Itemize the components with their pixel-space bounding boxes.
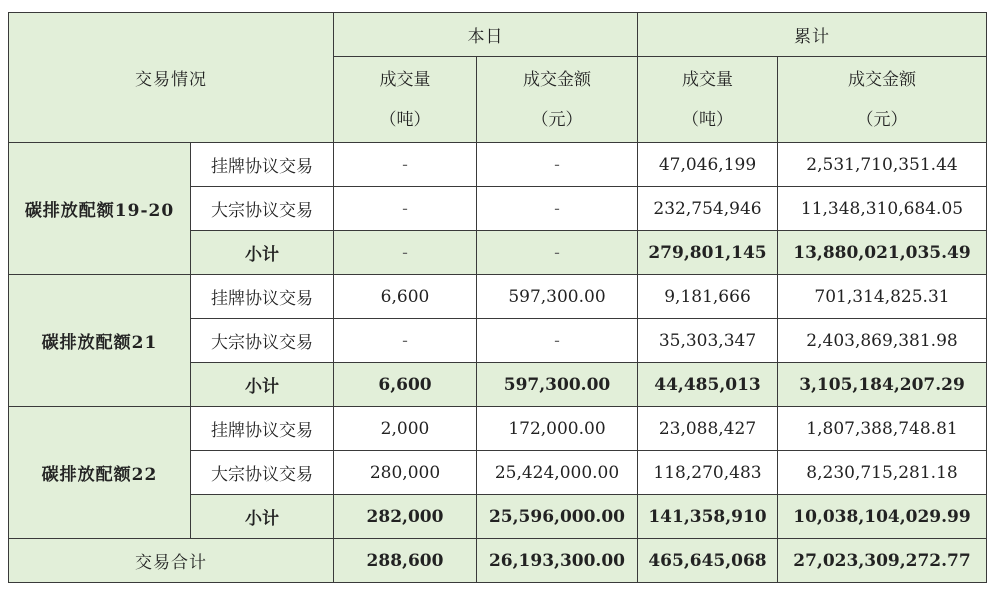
trade-type-cell: 大宗协议交易 — [191, 187, 334, 231]
volume-unit: （吨） — [379, 109, 431, 130]
today-volume-cell: 282,000 — [334, 495, 477, 539]
trade-type-cell: 挂牌协议交易 — [191, 407, 334, 451]
today-amount-cell: - — [477, 319, 638, 363]
cum-volume-cell: 47,046,199 — [638, 143, 778, 187]
carbon-trading-table — [8, 12, 987, 583]
total-today-amount: 26,193,300.00 — [477, 539, 638, 583]
total-today-volume: 288,600 — [334, 539, 477, 583]
cum-volume-header — [638, 57, 778, 143]
cum-volume-cell: 23,088,427 — [638, 407, 778, 451]
volume-label: 成交量 — [682, 69, 733, 90]
today-amount-cell: - — [477, 143, 638, 187]
total-row — [9, 539, 987, 583]
today-amount-cell: - — [477, 187, 638, 231]
today-amount-cell: 25,424,000.00 — [477, 451, 638, 495]
cum-volume-cell: 141,358,910 — [638, 495, 778, 539]
amount-unit: （元） — [856, 109, 908, 130]
cum-amount-cell: 11,348,310,684.05 — [778, 187, 987, 231]
subtotal-label: 小计 — [191, 495, 334, 539]
today-volume-header — [334, 57, 477, 143]
today-volume-cell: 6,600 — [334, 363, 477, 407]
today-amount-cell: 597,300.00 — [477, 275, 638, 319]
today-header: 本日 — [334, 13, 638, 57]
table-row — [9, 143, 987, 187]
group-label: 碳排放配额19-20 — [9, 143, 191, 275]
trade-type-cell: 大宗协议交易 — [191, 451, 334, 495]
cum-amount-cell: 701,314,825.31 — [778, 275, 987, 319]
today-volume-cell: 2,000 — [334, 407, 477, 451]
today-volume-cell: 280,000 — [334, 451, 477, 495]
cum-volume-cell: 44,485,013 — [638, 363, 778, 407]
today-amount-cell: 597,300.00 — [477, 363, 638, 407]
table-row — [9, 275, 987, 319]
cum-volume-cell: 279,801,145 — [638, 231, 778, 275]
cum-volume-cell: 118,270,483 — [638, 451, 778, 495]
today-volume-cell: - — [334, 231, 477, 275]
today-volume-cell: - — [334, 319, 477, 363]
cum-amount-cell: 2,531,710,351.44 — [778, 143, 987, 187]
cumulative-header: 累计 — [638, 13, 987, 57]
trade-type-cell: 挂牌协议交易 — [191, 143, 334, 187]
subtotal-label: 小计 — [191, 231, 334, 275]
amount-label: 成交金额 — [848, 69, 916, 90]
today-amount-cell: - — [477, 231, 638, 275]
cum-amount-cell: 8,230,715,281.18 — [778, 451, 987, 495]
cum-amount-cell: 2,403,869,381.98 — [778, 319, 987, 363]
total-cum-volume: 465,645,068 — [638, 539, 778, 583]
table-row — [9, 407, 987, 451]
volume-label: 成交量 — [379, 69, 431, 90]
cum-volume-cell: 232,754,946 — [638, 187, 778, 231]
today-volume-cell: - — [334, 143, 477, 187]
cum-amount-cell: 10,038,104,029.99 — [778, 495, 987, 539]
amount-unit: （元） — [531, 109, 583, 130]
today-amount-cell: 25,596,000.00 — [477, 495, 638, 539]
group-label: 碳排放配额21 — [9, 275, 191, 407]
trade-type-cell: 挂牌协议交易 — [191, 275, 334, 319]
subtotal-label: 小计 — [191, 363, 334, 407]
today-volume-cell: 6,600 — [334, 275, 477, 319]
table-corner-header: 交易情况 — [9, 13, 334, 143]
today-volume-cell: - — [334, 187, 477, 231]
amount-label: 成交金额 — [523, 69, 591, 90]
total-label: 交易合计 — [9, 539, 334, 583]
trade-type-cell: 大宗协议交易 — [191, 319, 334, 363]
today-amount-cell: 172,000.00 — [477, 407, 638, 451]
today-amount-header — [477, 57, 638, 143]
cum-amount-cell: 13,880,021,035.49 — [778, 231, 987, 275]
total-cum-amount: 27,023,309,272.77 — [778, 539, 987, 583]
cum-volume-cell: 35,303,347 — [638, 319, 778, 363]
group-label: 碳排放配额22 — [9, 407, 191, 539]
volume-unit: （吨） — [682, 109, 733, 130]
cum-amount-header — [778, 57, 987, 143]
cum-volume-cell: 9,181,666 — [638, 275, 778, 319]
cum-amount-cell: 3,105,184,207.29 — [778, 363, 987, 407]
cum-amount-cell: 1,807,388,748.81 — [778, 407, 987, 451]
